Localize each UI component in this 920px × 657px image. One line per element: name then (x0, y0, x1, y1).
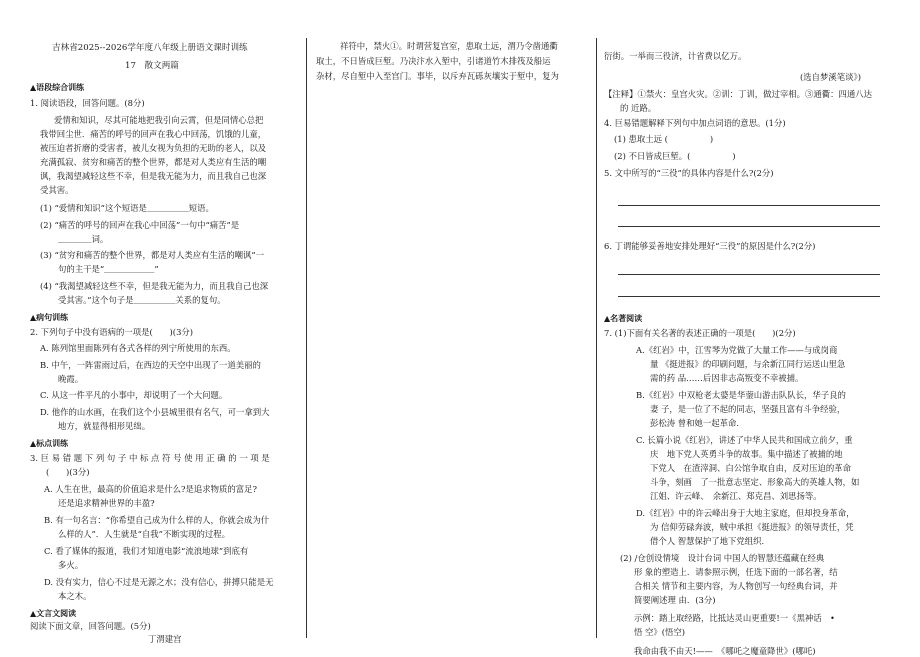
text-line: 杂材，尽自堑中入至宫门。事毕，以斥弃瓦砾灰壤实于堑中，复为 (316, 71, 559, 81)
text-line: 江姐、许云峰、 余新江、郑克昌、刘思扬等。 (650, 491, 822, 501)
column-middle (312, 0, 590, 651)
text-line: ＿＿＿＿词。 (58, 234, 109, 244)
text-line: 为 信仰劳碌奔波，贼中承担《挺进报》的领导责任，凭 (650, 522, 854, 532)
text-line: 丁渭建宫 (148, 634, 182, 644)
text-line: (2) /仓创设情境 设计台词 中国人的智慧还蕴藏在经典 (620, 553, 825, 563)
text-line: 6. 丁谓能够妥善地安排处理好“三役”的原因是什么?(2分) (604, 241, 816, 251)
text-line: 1. 阅读语段，回答问题。(8分) (30, 98, 145, 108)
text-line: (2) 不日皆成巨堑。( ) (614, 151, 736, 161)
text-line: 4. 巨易错题解释下列句中加点词语的意思。(1分) (604, 118, 786, 128)
text-line: (选自梦溪笔谈》) (800, 72, 861, 82)
text-line: 爱情和知识，尽其可能地把我引向云霄，但是同情心总把 (54, 115, 264, 125)
text-line: 7. (1)下面有关名著的表述正确的一项是( )(2分) (604, 328, 796, 338)
section-heading: ▲语段综合训练 (30, 82, 85, 92)
text-line: 我带回尘世．痛苦的呼号的回声在我心中回荡，饥饿的儿童， (40, 129, 267, 139)
text-line: 被压迫者折磨的受害者，被儿女视为负担的无助的老人，以及 (40, 143, 267, 153)
text-line: 妻 子，是一位了不起的同志，坚强且富有斗争经验， (650, 404, 846, 414)
column-left (30, 0, 302, 651)
text-line: 地方，就显得相形见绌。 (58, 421, 151, 431)
text-line: B.《红岩》中双枪老太婆是华蓥山游击队队长，华子良的 (636, 390, 846, 400)
text-line: 【注释】①禁火：皇宫火灾。②训：丁训，做过宰相。③通衢：四通八达 (604, 89, 872, 99)
text-line: 借个人 智慧保护了地下党组织． (650, 536, 770, 546)
text-line: 取土，不日皆成巨堑。乃决汴水入堑中，引诸道竹木排筏及船运 (316, 56, 551, 66)
text-line: 3. 巨 易 错 题 下 列 句 子 中 标 点 符 号 使 用 正 确 的 一 项 是 (30, 453, 270, 463)
column-divider-right (596, 38, 597, 638)
section-heading: ▲文言文阅读 (30, 608, 77, 618)
text-line: D. 没有实力，信心不过是无源之水；没有信心，拼搏只能是无 (44, 577, 274, 587)
text-line: (2) “痛苦的呼号的回声在我心中回荡”一句中“痛苦”是 (40, 220, 240, 230)
text-line: ( )(3分) (46, 467, 90, 477)
text-line: 么样的人”．人生就是“自我”不断实现的过程。 (58, 529, 230, 539)
text-line: 受其害。”这个句子是＿＿＿＿＿关系的复句。 (58, 295, 226, 305)
text-line: 合相关 情节和主要内容，为人物创写一句经典台词，并 (634, 581, 838, 591)
text-line: 简要阐述理 由．(3分) (634, 595, 716, 605)
column-right (604, 0, 894, 656)
text-line: B. 中午，一阵雷雨过后，在西边的天空中出现了一道美丽的 (40, 360, 261, 370)
text-line: 2. 下列句子中没有语病的一项是( )(3分) (30, 327, 194, 337)
answer-line[interactable] (618, 274, 880, 275)
text-line: 彭松涛 曾和她一起革命． (650, 418, 745, 428)
text-line: 受其害。 (40, 185, 74, 195)
section-heading: ▲病句训练 (30, 312, 69, 322)
answer-line[interactable] (618, 205, 880, 206)
section-heading: ▲标点训练 (30, 438, 69, 448)
text-line: 庆 地下党人英勇斗争的故事。集中描述了被捕的地 (650, 449, 843, 459)
text-line: 量 《挺进报》的印刷问题，与余新江同行运送山里急 (650, 359, 846, 369)
text-line: 衍街。一举而三役济，计省费以亿万。 (604, 51, 747, 61)
text-line: (3) “贫穷和痛苦的整个世界，都是对人类应有生活的嘲讽”一 (40, 250, 265, 260)
text-line: D. 他作的山水画，在我们这个小县城里很有名气，可一拿到大 (40, 407, 270, 417)
column-divider-left (306, 38, 307, 638)
text-line: 句的主干是“＿＿＿＿＿＿” (58, 264, 159, 274)
text-line: 5. 文中所写的“三役”的具体内容是什么?(2分) (604, 168, 774, 178)
answer-line[interactable] (618, 296, 880, 297)
text-line: 下党人 在渣滓洞、白公馆争取自由，反对压迫的革命 (650, 463, 851, 473)
text-line: B. 有一句名言：“你希望自己成为什么样的人，你就会成为什 (44, 515, 270, 525)
lesson-title: 17 散文两篇 (125, 61, 179, 71)
page-title: 吉林省2025--2026学年度八年级上册语文课时训练 (52, 43, 248, 53)
text-line: 晚霞。 (58, 374, 84, 384)
text-line: C. 从这一件平凡的小事中，却说明了一个大问题。 (40, 390, 228, 400)
text-line: C. 长篇小说《红岩》，讲述了中华人民共和国成立前夕，重 (636, 435, 853, 445)
text-line: 悟 空》(悟空) (634, 627, 686, 637)
text-line: 本之木。 (58, 591, 92, 601)
text-line: 还是追求精神世界的丰盈? (58, 498, 155, 508)
text-line: D.《红岩》中的许云峰出身于大地主家庭，但却投身革命， (636, 508, 855, 518)
text-line: A. 人生在世，最高的价值追求是什么?是追求物质的富足? (44, 484, 257, 494)
text-line: 祥符中，禁火①。时谓营复宫室，患取土远，渭乃令凿通衢 (340, 41, 558, 51)
text-line: 示例：踏上取经路，比抵达灵山更重要!一《黑神话 • (634, 613, 835, 623)
text-line: 讽，我渴望减轻这些不幸，但是我无能为力，而且我自己也深 (40, 171, 267, 181)
text-line: 需的药 品……后因非志高叛变不幸被捕。 (650, 373, 804, 383)
text-line: A. 陈列馆里面陈列有各式各样的列宁所使用的东西。 (40, 343, 236, 353)
text-line: A.《红岩》中，江雪琴为党做了大量工作——与成岗商 (636, 345, 838, 355)
text-line: 充满孤寂、贫穷和痛苦的整个世界，都是对人类应有生活的嘲 (40, 157, 267, 167)
answer-line[interactable] (618, 226, 880, 227)
text-line: (1) “爱情和知识”这个短语是＿＿＿＿＿短语。 (40, 203, 214, 213)
text-line: (1) 患取土远 ( ) (614, 134, 714, 144)
text-line: 形 象的塑造上．请参照示例，任选下面的一部名著，结 (634, 567, 838, 577)
text-line: 阅读下面文章，回答问题。(5分) (30, 621, 151, 631)
text-line: 我命由我不由天!—— 《哪吒之魔童降世》(哪吒) (634, 646, 816, 656)
text-line: 多火。 (58, 560, 84, 570)
section-heading: ▲名著阅读 (604, 313, 643, 323)
text-line: 的 近路。 (620, 103, 657, 113)
text-line: C. 看了媒体的报道，我们才知道电影“流浪地球”到底有 (44, 546, 249, 556)
text-line: (4) “我渴望减轻这些不幸，但是我无能为力，而且我自己也深 (40, 281, 269, 291)
text-line: 斗争，刻画 了一批意志坚定、形象高大的英雄人物，如 (650, 477, 860, 487)
